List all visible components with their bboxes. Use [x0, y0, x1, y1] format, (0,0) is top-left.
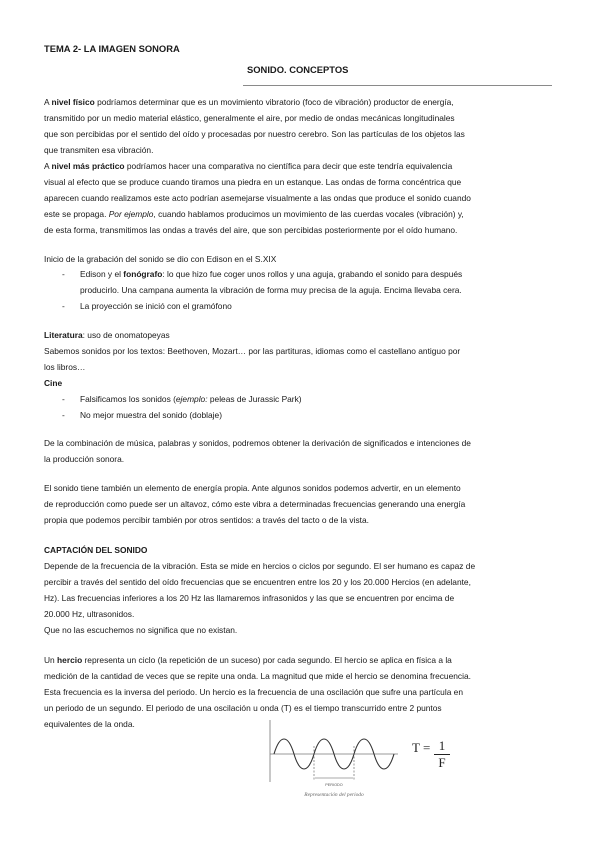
bullet-dash: - [62, 301, 65, 311]
p4-line-3: los libros… [44, 362, 86, 372]
p1-text: podríamos determinar que es un movimiento vibratorio (foco de vibración) productor de energía, [94, 97, 454, 107]
p3-keyword: fonógrafo [123, 269, 163, 279]
p2-line-1 [44, 161, 452, 171]
formula-numerator: 1 [438, 738, 446, 753]
p1-keyword: nivel físico [51, 97, 95, 107]
p4-text: : uso de onomatopeyas [82, 330, 170, 340]
p4-italic: ejemplo: [175, 394, 208, 404]
p3-item-2: La proyección se inició con el gramófono [80, 301, 232, 311]
p7-line-3: Hz). Las frecuencias inferiores a los 20 Hz las llamaremos infrasonidos y las que se encuentren por encima de [44, 593, 455, 603]
p3-item-1-cont: producirlo. Una campana aumenta la vibración de forma muy precisa de la aguja. Encima llevaba cera. [80, 285, 462, 295]
bullet-dash: - [62, 410, 65, 420]
p1-line-3: que son percibidas por el sentido del oído y procesadas por nuestro cerebro. Son las partículas de los objetos las [44, 129, 465, 139]
doc-subheading: SONIDO. CONCEPTOS [247, 64, 349, 75]
p2-text: , cuando hablamos producimos un movimiento de las cuerdas vocales (vibración) y, [153, 209, 464, 219]
p1-line-1 [44, 97, 454, 107]
period-formula [412, 738, 446, 770]
p3-text: Edison y el [80, 269, 124, 279]
p2-keyword: nivel más práctico [51, 161, 125, 171]
p5-line-1: De la combinación de música, palabras y sonidos, podremos obtener la derivación de significados e intenciones de [44, 438, 471, 448]
p1-text: A [44, 97, 52, 107]
p6-line-1: El sonido tiene también un elemento de energía propia. Ante algunos sonidos podemos advertir, en un elemento [44, 483, 461, 493]
p8-line-4: un periodo de un segundo. El periodo de una oscilación u onda (T) es el tiempo transcurrido entre 2 puntos [44, 703, 442, 713]
p8-keyword: hercio [57, 655, 83, 665]
p8-line-3: Esta frecuencia es la inversa del periodo. Un hercio es la frecuencia de una oscilación que sufre una partícula en [44, 687, 463, 697]
p6-line-3: propia que podemos percibir también por otros sentidos: a través del tacto o de la vista. [44, 515, 369, 525]
p4-keyword: Literatura [44, 330, 83, 340]
p8-line-5: equivalentes de la onda. [44, 719, 135, 729]
p2-italic: Por ejemplo [108, 209, 154, 219]
p2-text: A [44, 161, 52, 171]
p1-line-2: transmitido por un medio material elástico, generalmente el aire, por medio de ondas mecánicas longitudinales [44, 113, 455, 123]
p8-text: representa un ciclo (la repetición de un suceso) por cada segundo. El hercio se aplica en física a la [82, 655, 452, 665]
bullet-dash: - [62, 394, 65, 404]
p2-line-4 [44, 209, 464, 219]
p7-line-4: 20.000 Hz, ultrasonidos. [44, 609, 135, 619]
p2-line-3: aparecen cuando realizamos este acto podrían asemejarse visualmente a las ondas que produce el sonido cuando [44, 193, 471, 203]
period-label: PERIODO [325, 783, 343, 787]
doc-heading: TEMA 2- LA IMAGEN SONORA [44, 43, 180, 54]
p4-line-1 [44, 330, 170, 340]
p4-text: Falsificamos los sonidos ( [80, 394, 176, 404]
formula-fraction [434, 738, 450, 771]
p7-line-1: Depende de la frecuencia de la vibración. Esta se mide en hercios o ciclos por segundo. El ser humano es capaz de [44, 561, 476, 571]
formula-denominator: F [438, 755, 446, 770]
p5-line-2: la producción sonora. [44, 454, 125, 464]
p4-item-1 [80, 394, 302, 404]
sine-wave-diagram [262, 716, 402, 798]
p4-cine-heading: Cine [44, 378, 63, 388]
bullet-dash: - [62, 269, 65, 279]
p2-text: podríamos hacer una comparativa no científica para decir que este tendría equivalencia [124, 161, 453, 171]
p2-text: este se propaga. [44, 209, 109, 219]
p3-text: : lo que hizo fue coger unos rollos y una aguja, grabando el sonido para después [162, 269, 463, 279]
subheading-divider [243, 85, 552, 86]
p4-line-2: Sabemos sonidos por los textos: Beethoven, Mozart… por las partituras, idiomas como el castellano antiguo por [44, 346, 461, 356]
p8-text: Un [44, 655, 58, 665]
p7-line-5: Que no las escuchemos no significa que no existan. [44, 625, 238, 635]
p3-intro: Inicio de la grabación del sonido se dio con Edison en el S.XIX [44, 254, 277, 264]
p1-line-4: que transmiten esa vibración. [44, 145, 154, 155]
p2-line-5: de esta forma, transmitimos las ondas a través del aire, que son percibidas posteriormente por el oído humano. [44, 225, 458, 235]
wave-period-figure [262, 716, 402, 800]
p4-item-2: No mejor muestra del sonido (doblaje) [80, 410, 222, 420]
p8-line-1 [44, 655, 452, 665]
p2-line-2: visual al efecto que se produce cuando tiramos una piedra en un estanque. Las ondas de forma concéntrica que [44, 177, 462, 187]
section-title: CAPTACIÓN DEL SONIDO [44, 545, 148, 555]
p3-item-1 [80, 269, 462, 279]
p7-line-2: percibir a través del sentido del oído frecuencias que se encuentren entre los 20 y los 20.000 Hercios (en adelante, [44, 577, 471, 587]
p6-line-2: de reproducción como puede ser un altavoz, cómo este vibra a determinadas frecuencias generando una energía [44, 499, 466, 509]
p4-text: peleas de Jurassic Park) [207, 394, 302, 404]
figure-caption: Representación del periodo [304, 792, 364, 798]
p8-line-2: medición de la cantidad de veces que se repite una onda. La magnitud que mide el hercio se denomina frecuencia. [44, 671, 471, 681]
formula-lhs: T = [412, 740, 431, 755]
